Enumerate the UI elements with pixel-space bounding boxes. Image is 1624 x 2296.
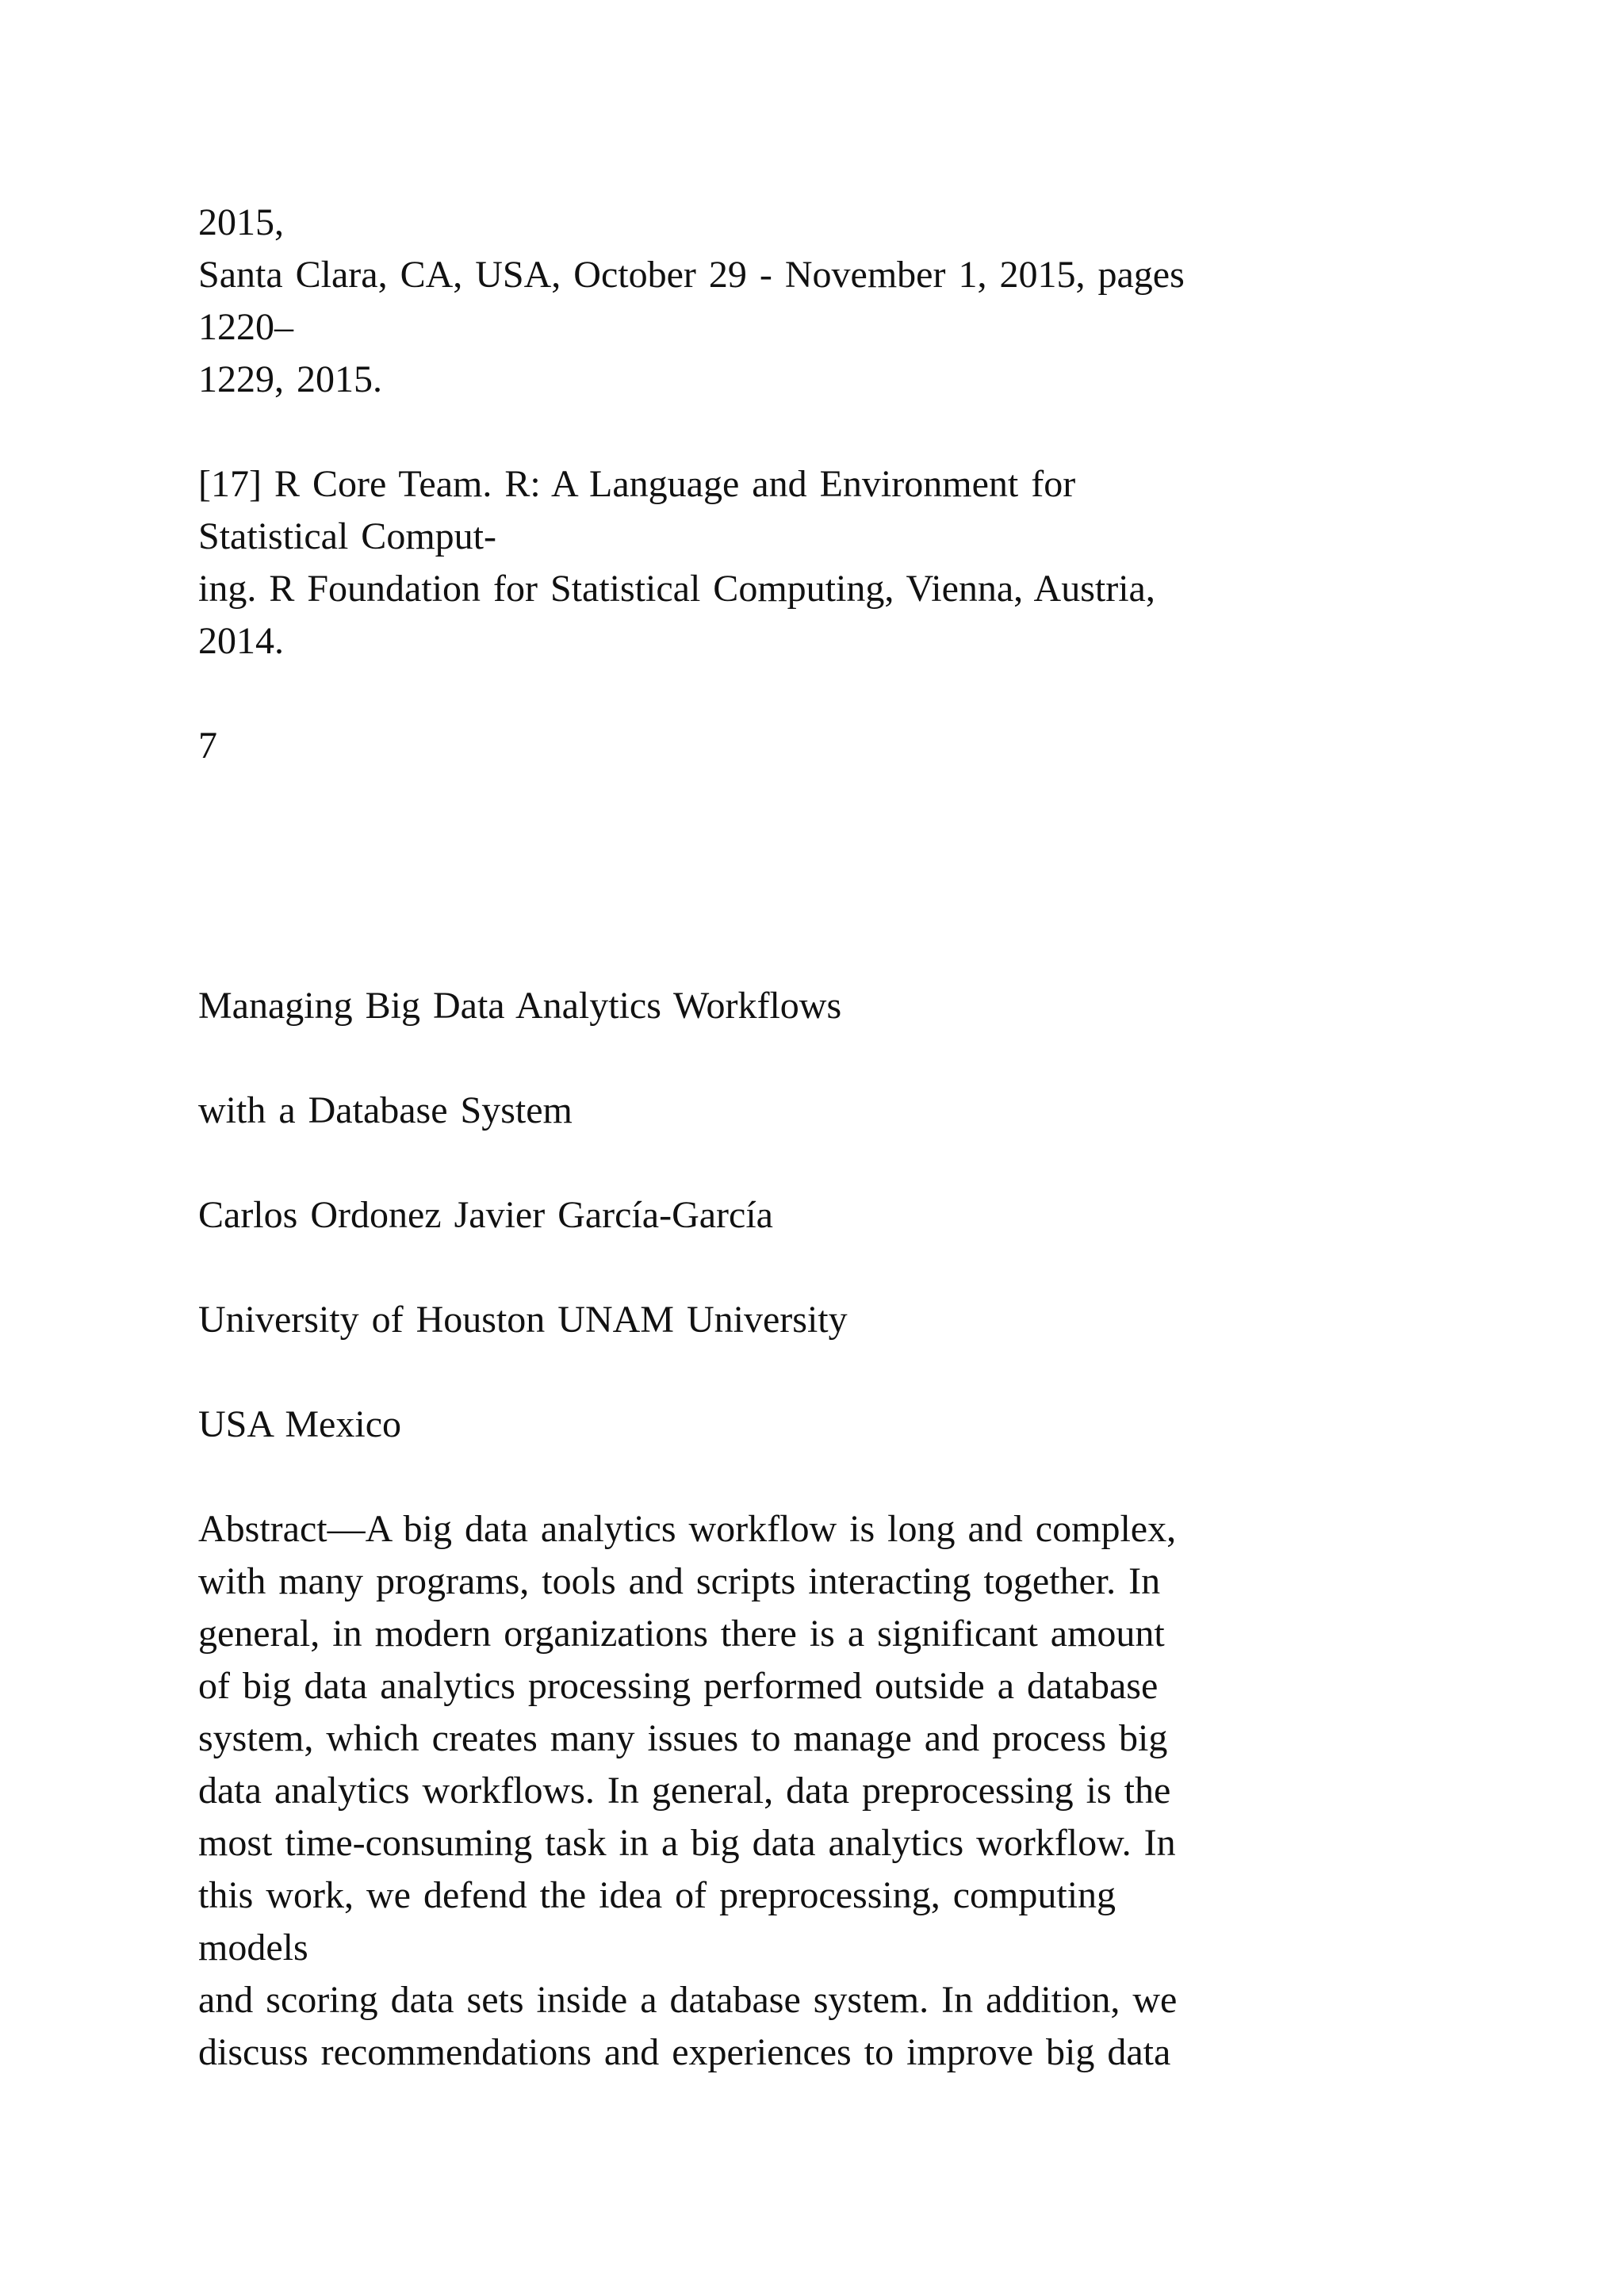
abstract-line-3: general, in modern organizations there is a significant amount [198, 1613, 1165, 1655]
reference-continuation-line-4: 1229, 2015. [198, 358, 382, 400]
paper-title-line-2: with a Database System [198, 1089, 573, 1131]
reference-17-line-4: 2014. [198, 620, 284, 662]
reference-continuation-line-1: 2015, [198, 201, 284, 243]
reference-continuation-line-3: 1220– [198, 306, 293, 348]
reference-continuation-line-2: Santa Clara, CA, USA, October 29 - November 1, 2015, pages [198, 254, 1185, 296]
paper-title-line-1: Managing Big Data Analytics Workflows [198, 985, 842, 1027]
abstract-line-7: most time-consuming task in a big data analytics workflow. In [198, 1822, 1176, 1864]
reference-17-line-1: [17] R Core Team. R: A Language and Environment for [198, 463, 1076, 505]
abstract-line-6: data analytics workflows. In general, data preprocessing is the [198, 1770, 1171, 1812]
abstract-line-11: discuss recommendations and experiences to improve big data [198, 2031, 1171, 2073]
reference-17-line-2: Statistical Comput- [198, 515, 496, 557]
page-number: 7 [198, 725, 217, 767]
affiliations: University of Houston UNAM University [198, 1299, 848, 1341]
authors: Carlos Ordonez Javier García-García [198, 1194, 773, 1236]
abstract-line-5: system, which creates many issues to manage and process big [198, 1717, 1168, 1759]
abstract-line-10: and scoring data sets inside a database system. In addition, we [198, 1979, 1178, 2021]
reference-17-line-3: ing. R Foundation for Statistical Computing, Vienna, Austria, [198, 568, 1155, 610]
abstract-line-2: with many programs, tools and scripts interacting together. In [198, 1560, 1161, 1602]
abstract-line-8: this work, we defend the idea of preprocessing, computing [198, 1874, 1116, 1916]
abstract-line-1: Abstract—A big data analytics workflow is long and complex, [198, 1508, 1177, 1550]
abstract-line-4: of big data analytics processing performed outside a database [198, 1665, 1159, 1707]
abstract-line-9: models [198, 1927, 308, 1969]
countries: USA Mexico [198, 1403, 401, 1445]
